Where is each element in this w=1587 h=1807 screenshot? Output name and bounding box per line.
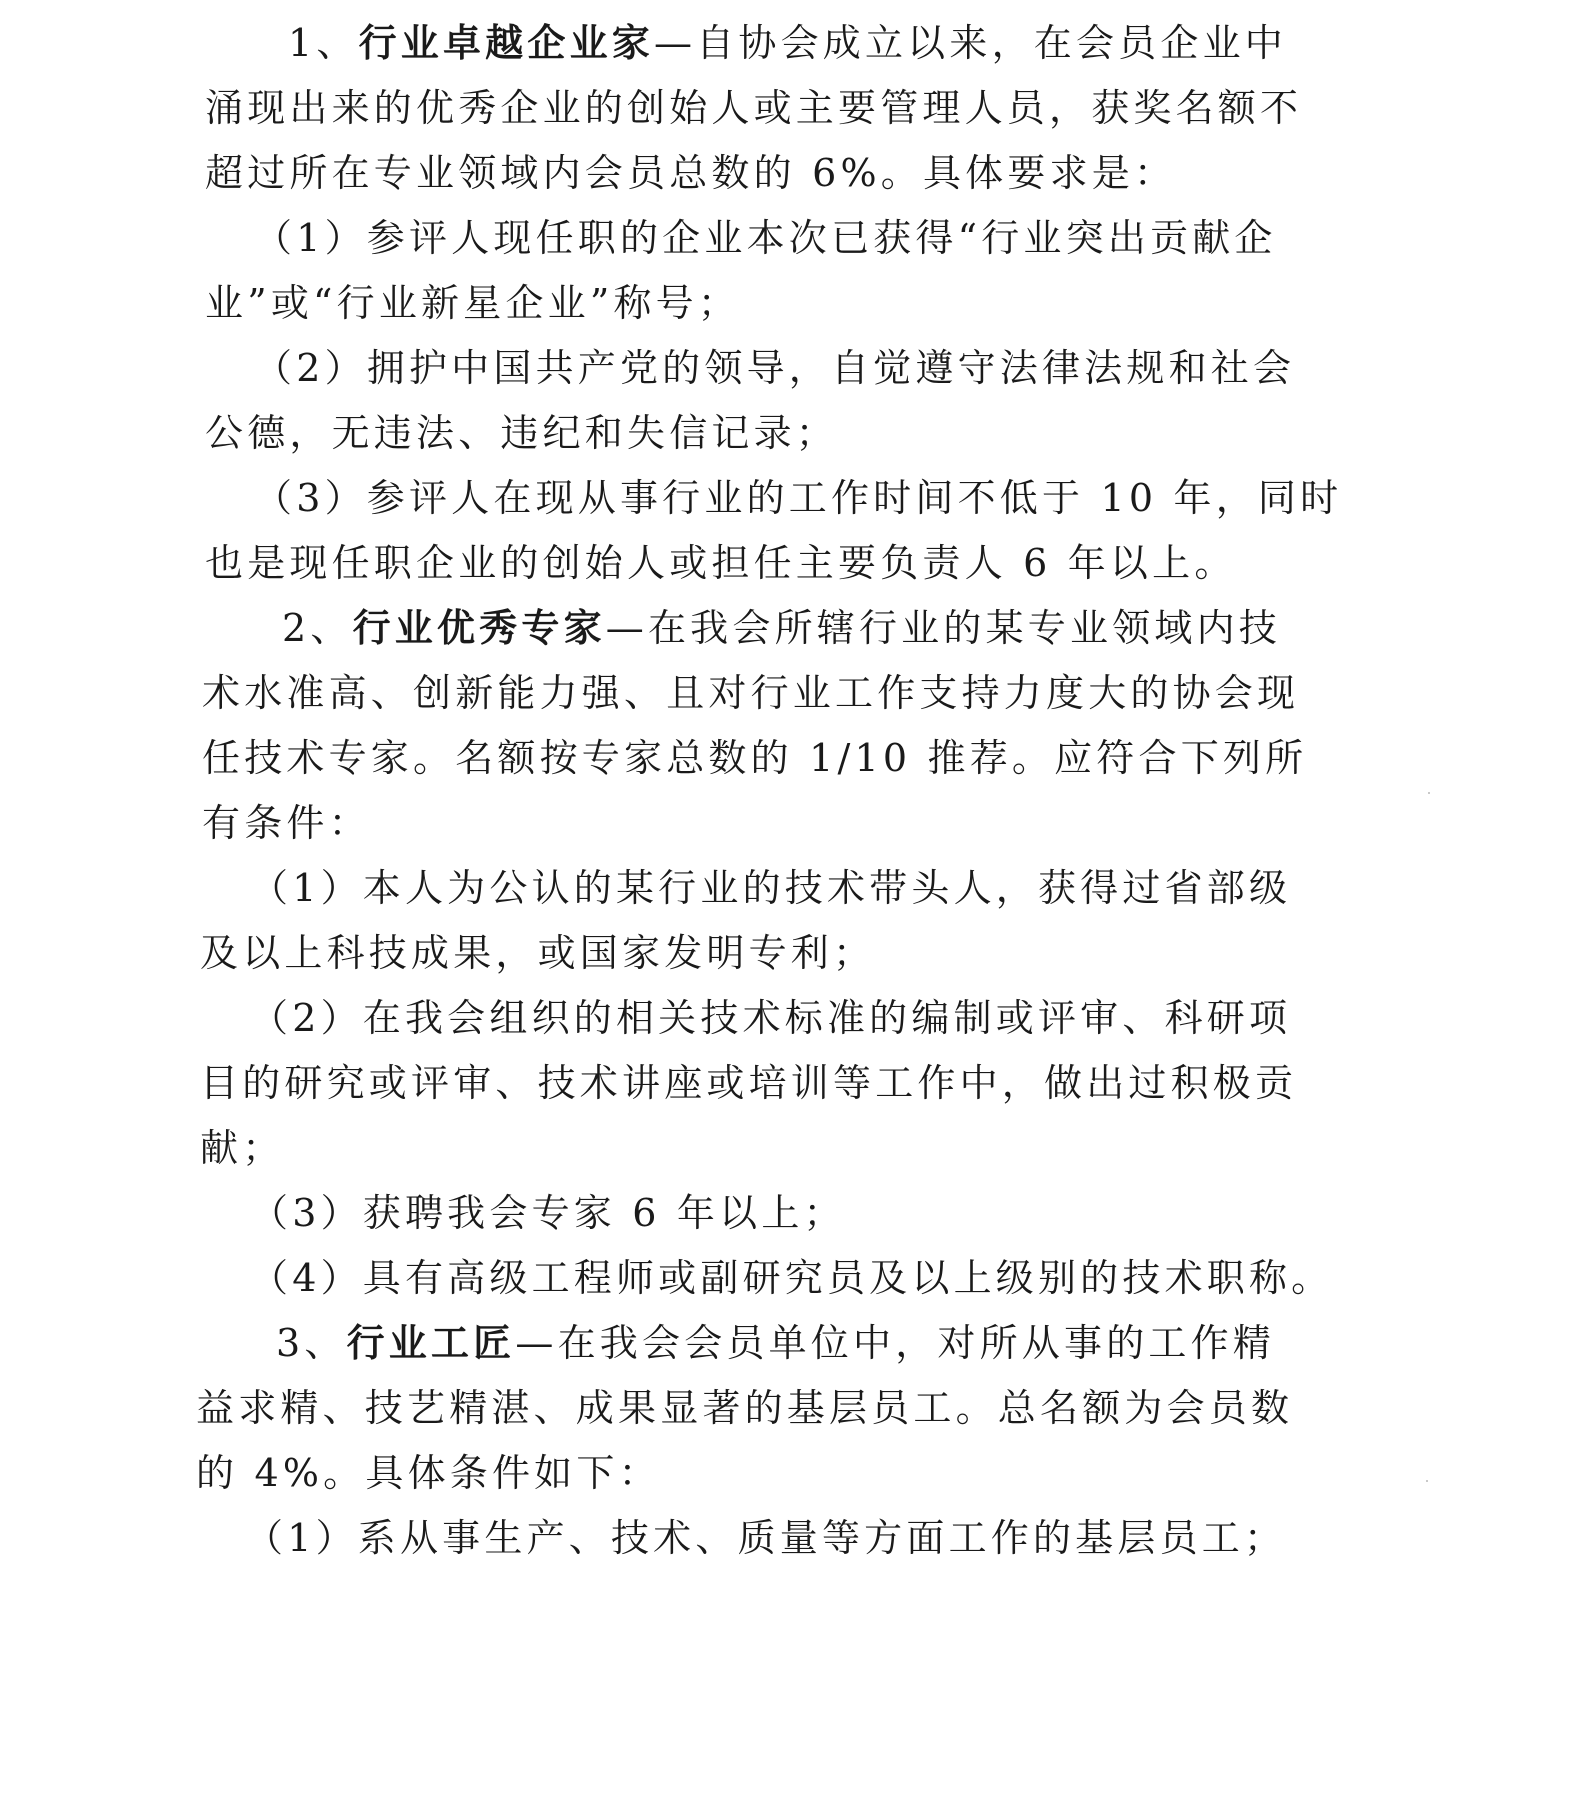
section-1-number: 1、 [288,21,359,65]
section-3-intro-line: 的 4%。具体条件如下： [196,1451,661,1495]
section-2-item-2: （2）在我会组织的相关技术标准的编制或评审、科研项 [250,996,1292,1040]
section-3-intro: —在我会会员单位中，对所从事的工作精 [515,1321,1275,1365]
section-1-item-2-cont: 公德，无违法、违纪和失信记录； [205,411,839,455]
section-3-item-1: （1）系从事生产、技术、质量等方面工作的基层员工； [245,1516,1287,1560]
section-1-item-2: （2）拥护中国共产党的领导，自觉遵守法律法规和社会 [254,346,1296,390]
section-1-intro-line: 超过所在专业领域内会员总数的 6%。具体要求是： [205,151,1177,195]
section-1-title: 行业卓越企业家 [358,21,654,65]
section-2-intro: —在我会所辖行业的某专业领域内技 [605,606,1281,650]
section-2-heading-line [282,603,1281,653]
section-3-title: 行业工匠 [346,1321,516,1365]
section-1-intro-line: 涌现出来的优秀企业的创始人或主要管理人员，获奖名额不 [205,86,1303,130]
section-1-item-1: （1）参评人现任职的企业本次已获得“行业突出贡献企 [254,216,1277,260]
section-2-intro-line: 术水准高、创新能力强、且对行业工作支持力度大的协会现 [202,671,1300,715]
section-1-item-1-cont: 业”或“行业新星企业”称号； [205,281,741,325]
section-2-number: 2、 [282,606,353,650]
section-2-item-4: （4）具有高级工程师或副研究员及以上级别的技术职称。 [250,1256,1334,1300]
section-3-intro-line: 益求精、技艺精湛、成果显著的基层员工。总名额为会员数 [196,1386,1294,1430]
section-2-item-2-cont: 目的研究或评审、技术讲座或培训等工作中，做出过积极贡 [200,1061,1298,1105]
section-3-number: 3、 [276,1321,347,1365]
section-2-intro-line: 任技术专家。名额按专家总数的 1/10 推荐。应符合下列所 [202,736,1308,780]
section-3-heading-line [276,1318,1275,1368]
scan-speck [1426,1480,1428,1482]
section-2-item-2-cont: 献； [200,1126,285,1170]
section-2-item-3: （3）获聘我会专家 6 年以上； [250,1191,846,1235]
section-1-intro: —自协会成立以来，在会员企业中 [653,21,1287,65]
section-1-item-3: （3）参评人在现从事行业的工作时间不低于 10 年，同时 [254,476,1343,520]
section-2-item-1: （1）本人为公认的某行业的技术带头人，获得过省部级 [250,866,1292,910]
scan-speck [1428,792,1430,794]
section-1-heading-line [288,18,1287,68]
section-1-item-3-cont: 也是现任职企业的创始人或担任主要负责人 6 年以上。 [205,541,1237,585]
section-2-title: 行业优秀专家 [352,606,606,650]
section-2-item-1-cont: 及以上科技成果，或国家发明专利； [200,931,876,975]
section-2-intro-line: 有条件： [202,801,371,845]
